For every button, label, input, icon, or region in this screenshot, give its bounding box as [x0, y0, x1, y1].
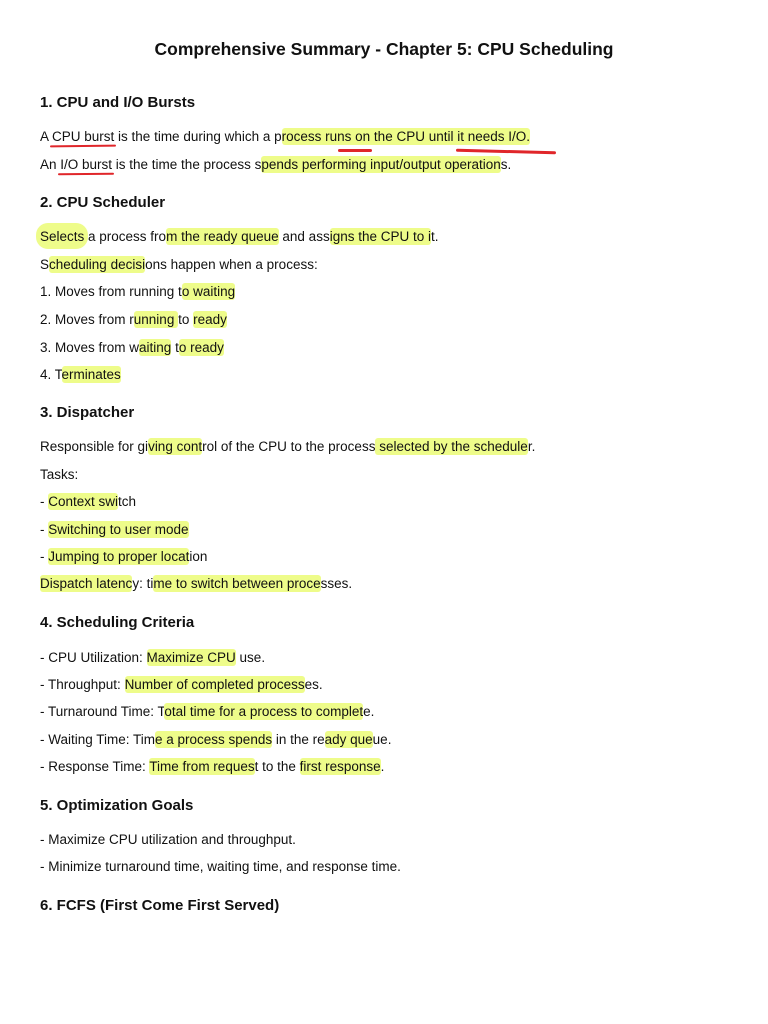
text-run: t [171, 340, 179, 355]
highlight: selected by the schedule [375, 439, 528, 454]
s3-line-5 [40, 549, 207, 564]
s5-line-2: - Minimize turnaround time, waiting time, and response time. [40, 859, 401, 874]
s2-line-3 [40, 284, 235, 299]
s3-line-6 [40, 576, 352, 591]
s4-line-5 [40, 759, 384, 774]
text-run: - [40, 549, 49, 564]
highlight: Switching to user mode [48, 522, 189, 537]
highlight: ving cont [148, 439, 203, 454]
text-run: e. [363, 704, 375, 719]
text-run: S [40, 257, 50, 272]
s4-line-3 [40, 704, 374, 719]
highlight: Number of completed process [124, 677, 305, 692]
section-5-heading: 5. Optimization Goals [40, 797, 194, 814]
highlight: Maximize CPU [146, 650, 236, 665]
s2-line-1 [40, 229, 439, 244]
highlight: o ready [178, 340, 224, 355]
text-run: sses. [320, 576, 353, 591]
text-run: ons happen when a process: [145, 257, 318, 272]
text-run: tch [118, 494, 137, 509]
highlight: Jumping to proper locat [48, 549, 190, 564]
text-run: es. [304, 677, 323, 692]
s3-line-2: Tasks: [40, 467, 79, 482]
highlight: Selects [40, 229, 85, 244]
text-run: An [40, 157, 61, 172]
s1-line-2 [40, 157, 511, 172]
text-run: 3. Moves from w [40, 340, 140, 355]
text-run: is the time the process s [112, 157, 262, 172]
text-run: use. [235, 650, 266, 665]
highlight: otal time for a process to complet [164, 704, 364, 719]
highlight: first response [299, 759, 381, 774]
highlight: erminates [61, 367, 121, 382]
text-run: and ass [278, 229, 330, 244]
s1-line-1 [40, 129, 530, 144]
s4-line-2 [40, 677, 323, 692]
highlight: Time from reques [149, 759, 255, 774]
section-3-heading: 3. Dispatcher [40, 404, 135, 421]
text-run: - Throughput: [40, 677, 125, 692]
text-run: 2. Moves from r [40, 312, 134, 327]
highlight: igns the CPU to i [329, 229, 431, 244]
text-run: 1. Moves from running t [40, 284, 182, 299]
highlight: ready [193, 312, 227, 327]
highlight: me to switch between proce [153, 576, 321, 591]
highlight: Dispatch latenc [40, 576, 133, 591]
highlight: rocess runs on the CPU until it needs I/O. [281, 129, 531, 144]
s2-line-6 [40, 367, 121, 382]
text-run: - Response Time: [40, 759, 150, 774]
text-run: t to the [254, 759, 300, 774]
highlight: pends performing input/output operation [261, 157, 501, 172]
highlight: cheduling decisi [49, 257, 146, 272]
text-run: rol of the CPU to the process [202, 439, 376, 454]
text-run: - CPU Utilization: [40, 650, 147, 665]
s2-line-5 [40, 340, 224, 355]
text-run: - Turnaround Time: T [40, 704, 165, 719]
highlight: m the ready queue [166, 229, 279, 244]
pen-underline [456, 149, 556, 155]
text-run: - [40, 522, 49, 537]
s2-line-2 [40, 257, 318, 272]
s3-line-4 [40, 522, 189, 537]
text-run: s. [500, 157, 512, 172]
s4-line-4 [40, 732, 391, 747]
s3-line-3 [40, 494, 136, 509]
text-run: . [380, 759, 385, 774]
s5-line-1: - Maximize CPU utilization and throughput. [40, 832, 296, 847]
page-title: Comprehensive Summary - Chapter 5: CPU Scheduling [154, 39, 614, 59]
text-run: a process fro [84, 229, 167, 244]
section-1-heading: 1. CPU and I/O Bursts [40, 94, 196, 111]
s2-line-4 [40, 312, 227, 327]
underlined-term: I/O burst [60, 157, 113, 172]
highlight: o waiting [181, 284, 236, 299]
section-2-heading: 2. CPU Scheduler [40, 194, 166, 211]
highlight: aiting [139, 340, 172, 355]
highlight: e a process spends [155, 732, 273, 747]
text-run: to [178, 312, 194, 327]
text-run: Responsible for gi [40, 439, 149, 454]
highlight: unning [133, 312, 179, 327]
text-run: r. [527, 439, 536, 454]
text-run: is the time during which a p [114, 129, 282, 144]
text-run: A [40, 129, 53, 144]
highlight: ady que [324, 732, 373, 747]
text-run: y: ti [132, 576, 154, 591]
pen-underline [338, 149, 372, 152]
section-6-heading: 6. FCFS (First Come First Served) [40, 897, 280, 914]
underlined-term: CPU burst [52, 129, 115, 144]
text-run: - [40, 494, 49, 509]
text-run: - Waiting Time: Tim [40, 732, 156, 747]
text-run: ion [189, 549, 208, 564]
text-run: ue. [372, 732, 392, 747]
section-4-heading: 4. Scheduling Criteria [40, 614, 195, 631]
highlight: Context swi [48, 494, 119, 509]
text-run: 4. T [40, 367, 62, 382]
text-run: t. [431, 229, 439, 244]
s4-line-1 [40, 650, 265, 665]
s3-line-1 [40, 439, 535, 454]
text-run: in the re [272, 732, 325, 747]
